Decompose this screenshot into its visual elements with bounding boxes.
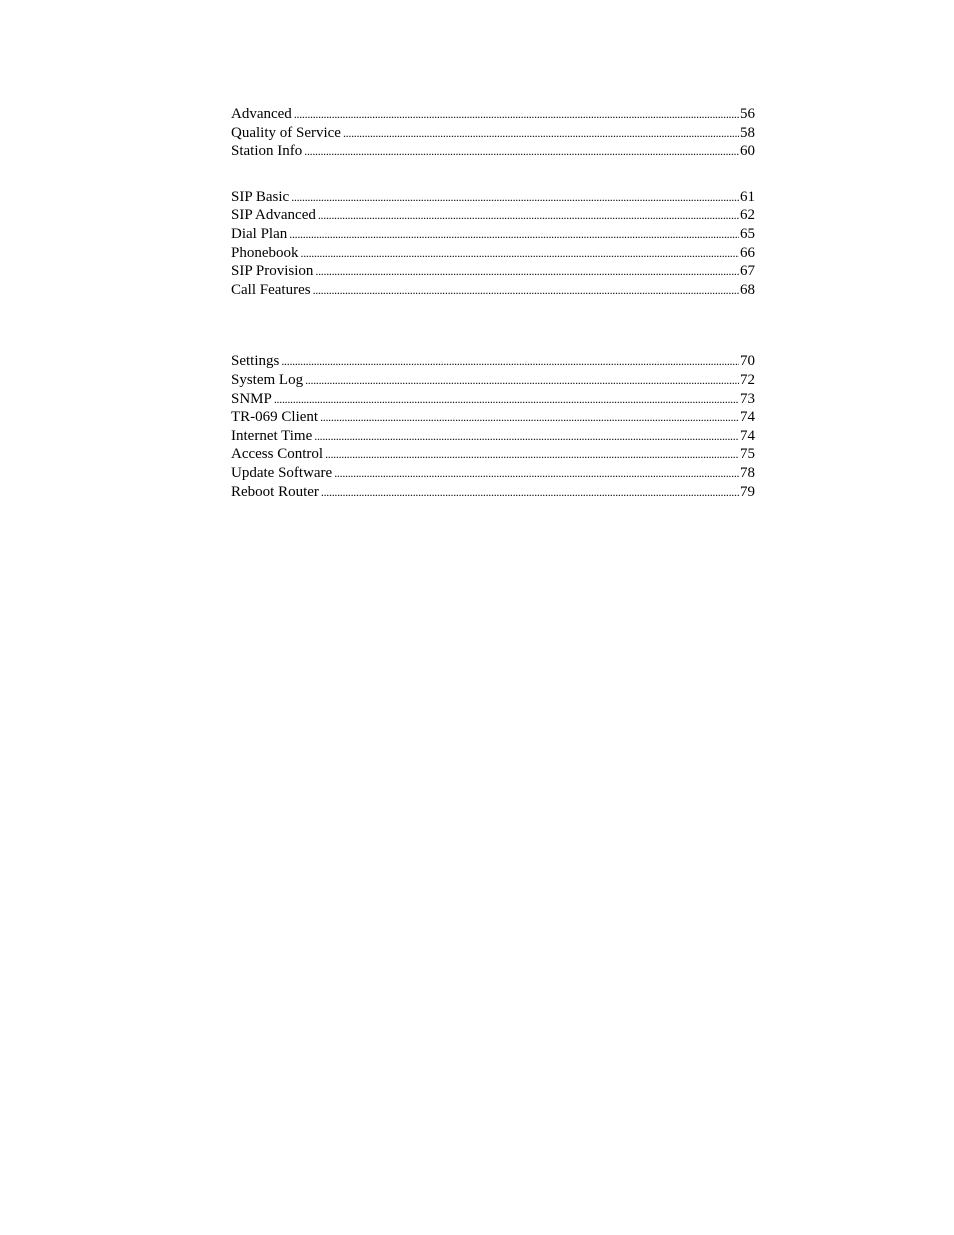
toc-entry-title: Quality of Service [231,124,341,141]
dot-leader [304,142,739,161]
toc-entry-page-number: 62 [740,207,755,224]
toc-entry-page-number: 73 [740,390,755,407]
toc-entry-title: SNMP [231,390,272,407]
toc-entry[interactable] [231,445,755,464]
toc-entry-title: SIP Basic [231,188,290,205]
toc-entry[interactable] [231,262,755,281]
toc-entry[interactable] [231,244,755,263]
dot-leader [289,225,739,244]
dot-leader [325,445,739,464]
dot-leader [321,483,739,502]
dot-leader [294,105,739,124]
toc-entry-page-number: 74 [740,409,755,426]
toc-entry-page-number: 66 [740,244,755,261]
dot-leader [305,371,739,390]
toc-entry-title: SIP Provision [231,263,314,280]
toc-entry-title: TR-069 Client [231,409,319,426]
toc-entry[interactable] [231,188,755,207]
toc-entry-page-number: 74 [740,427,755,444]
dot-leader [313,281,739,300]
dot-leader [334,464,739,483]
toc-entry[interactable] [231,124,755,143]
dot-leader [274,390,739,409]
toc-entry-page-number: 68 [740,281,755,298]
dot-leader [291,188,739,207]
toc-entry-page-number: 58 [740,124,755,141]
toc-entry-title: Settings [231,353,280,370]
toc-entry[interactable] [231,142,755,161]
toc-entry[interactable] [231,225,755,244]
toc-entry-page-number: 70 [740,353,755,370]
toc-entry[interactable] [231,371,755,390]
dot-leader [343,124,739,143]
toc-section [231,105,755,161]
toc-entry-page-number: 56 [740,106,755,122]
toc-entry[interactable] [231,281,755,300]
toc-section [231,352,755,501]
toc-entry-title: SIP Advanced [231,207,316,224]
toc-entry[interactable] [231,464,755,483]
toc-entry-title: Phonebook [231,244,299,261]
dot-leader [301,244,740,263]
toc-entry-title: Call Features [231,281,311,298]
toc-entry-title: Reboot Router [231,483,319,500]
toc-entry-page-number: 75 [740,446,755,463]
toc-entry[interactable] [231,427,755,446]
toc-entry-page-number: 79 [740,483,755,500]
table-of-contents [231,105,755,501]
toc-entry-title: System Log [231,371,304,388]
toc-entry-page-number: 78 [740,464,755,481]
dot-leader [318,206,739,225]
toc-entry-title: Internet Time [231,427,313,444]
toc-entry[interactable] [231,390,755,409]
toc-entry-page-number: 65 [740,225,755,242]
toc-entry-title: Access Control [231,446,324,463]
toc-entry-page-number: 60 [740,143,755,160]
toc-entry-page-number: 61 [740,188,755,205]
toc-entry-title: Update Software [231,464,333,481]
dot-leader [320,408,739,427]
toc-entry[interactable] [231,352,755,371]
toc-entry-title: Station Info [231,143,303,160]
toc-section [231,188,755,300]
toc-entry[interactable] [231,105,755,124]
dot-leader [315,262,739,281]
toc-entry-title: Dial Plan [231,225,288,242]
toc-entry[interactable] [231,408,755,427]
toc-entry-title: Advanced [231,106,292,122]
toc-entry[interactable] [231,206,755,225]
dot-leader [314,427,739,446]
toc-entry[interactable] [231,483,755,502]
toc-entry-page-number: 72 [740,371,755,388]
toc-entry-page-number: 67 [740,263,755,280]
dot-leader [281,352,739,371]
